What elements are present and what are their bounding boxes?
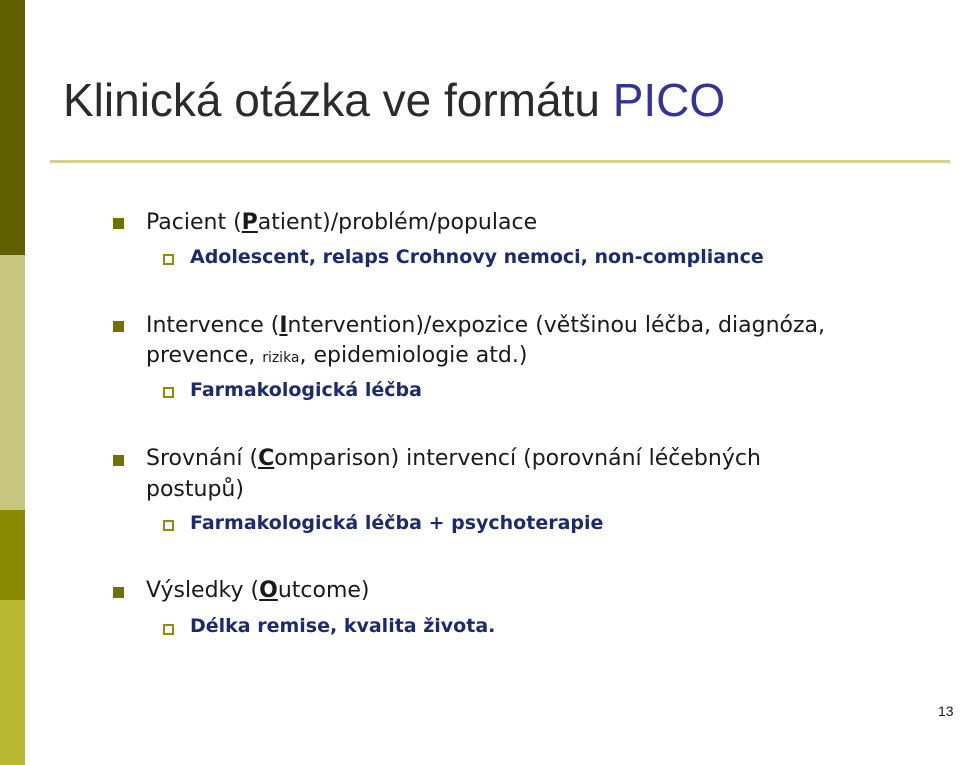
item-text: omparison) intervencí (porovnání léčebných	[274, 446, 761, 471]
bullet-item-intervention	[146, 311, 825, 341]
sidebar-segment-dark	[0, 0, 25, 255]
item-text: ntervention)/expozice (většinou léčba, diagnóza,	[287, 313, 825, 338]
bullet-item-patient	[146, 208, 537, 238]
item-key-letter: O	[259, 578, 278, 603]
decorative-sidebar	[0, 0, 25, 765]
item-text: , epidemiologie atd.)	[299, 343, 528, 368]
bullet-item-outcome	[146, 576, 370, 606]
item-key-letter: P	[241, 210, 258, 235]
bullet-item-comparison-line2: postupů)	[146, 477, 244, 502]
hollow-square-bullet-icon	[163, 520, 174, 531]
bullet-square-icon	[113, 321, 124, 332]
hollow-square-bullet-icon	[163, 387, 174, 398]
item-text: Výsledky (	[146, 578, 260, 603]
sidebar-segment-mid	[0, 510, 25, 600]
bullet-item-intervention-line2	[146, 341, 527, 373]
slide-title	[63, 72, 725, 128]
title-divider	[50, 160, 950, 163]
bullet-square-icon	[113, 218, 124, 229]
title-accent: PICO	[612, 74, 726, 126]
item-text: Intervence (	[146, 313, 280, 338]
item-key-letter: I	[279, 313, 288, 338]
item-text: Srovnání (	[146, 446, 259, 471]
sidebar-segment-light	[0, 255, 25, 510]
page-number: 13	[938, 703, 954, 719]
bullet-item-comparison	[146, 444, 761, 474]
item-key-letter: C	[258, 446, 275, 471]
item-text: Pacient (	[146, 210, 242, 235]
item-text-small: rizika	[262, 350, 300, 366]
hollow-square-bullet-icon	[163, 254, 174, 265]
bullet-square-icon	[113, 455, 124, 466]
sub-item-outcome: Délka remise, kvalita života.	[190, 615, 496, 637]
item-text: utcome)	[277, 578, 370, 603]
sub-item-patient: Adolescent, relaps Crohnovy nemoci, non-compliance	[190, 246, 764, 268]
hollow-square-bullet-icon	[163, 624, 174, 635]
title-main: Klinická otázka ve formátu	[63, 74, 613, 126]
sub-item-comparison: Farmakologická léčba + psychoterapie	[190, 512, 604, 534]
item-text: atient)/problém/populace	[257, 210, 538, 235]
sub-item-intervention: Farmakologická léčba	[190, 379, 422, 401]
item-text: prevence,	[146, 343, 263, 368]
sidebar-segment-pale	[0, 600, 25, 765]
bullet-square-icon	[113, 587, 124, 598]
